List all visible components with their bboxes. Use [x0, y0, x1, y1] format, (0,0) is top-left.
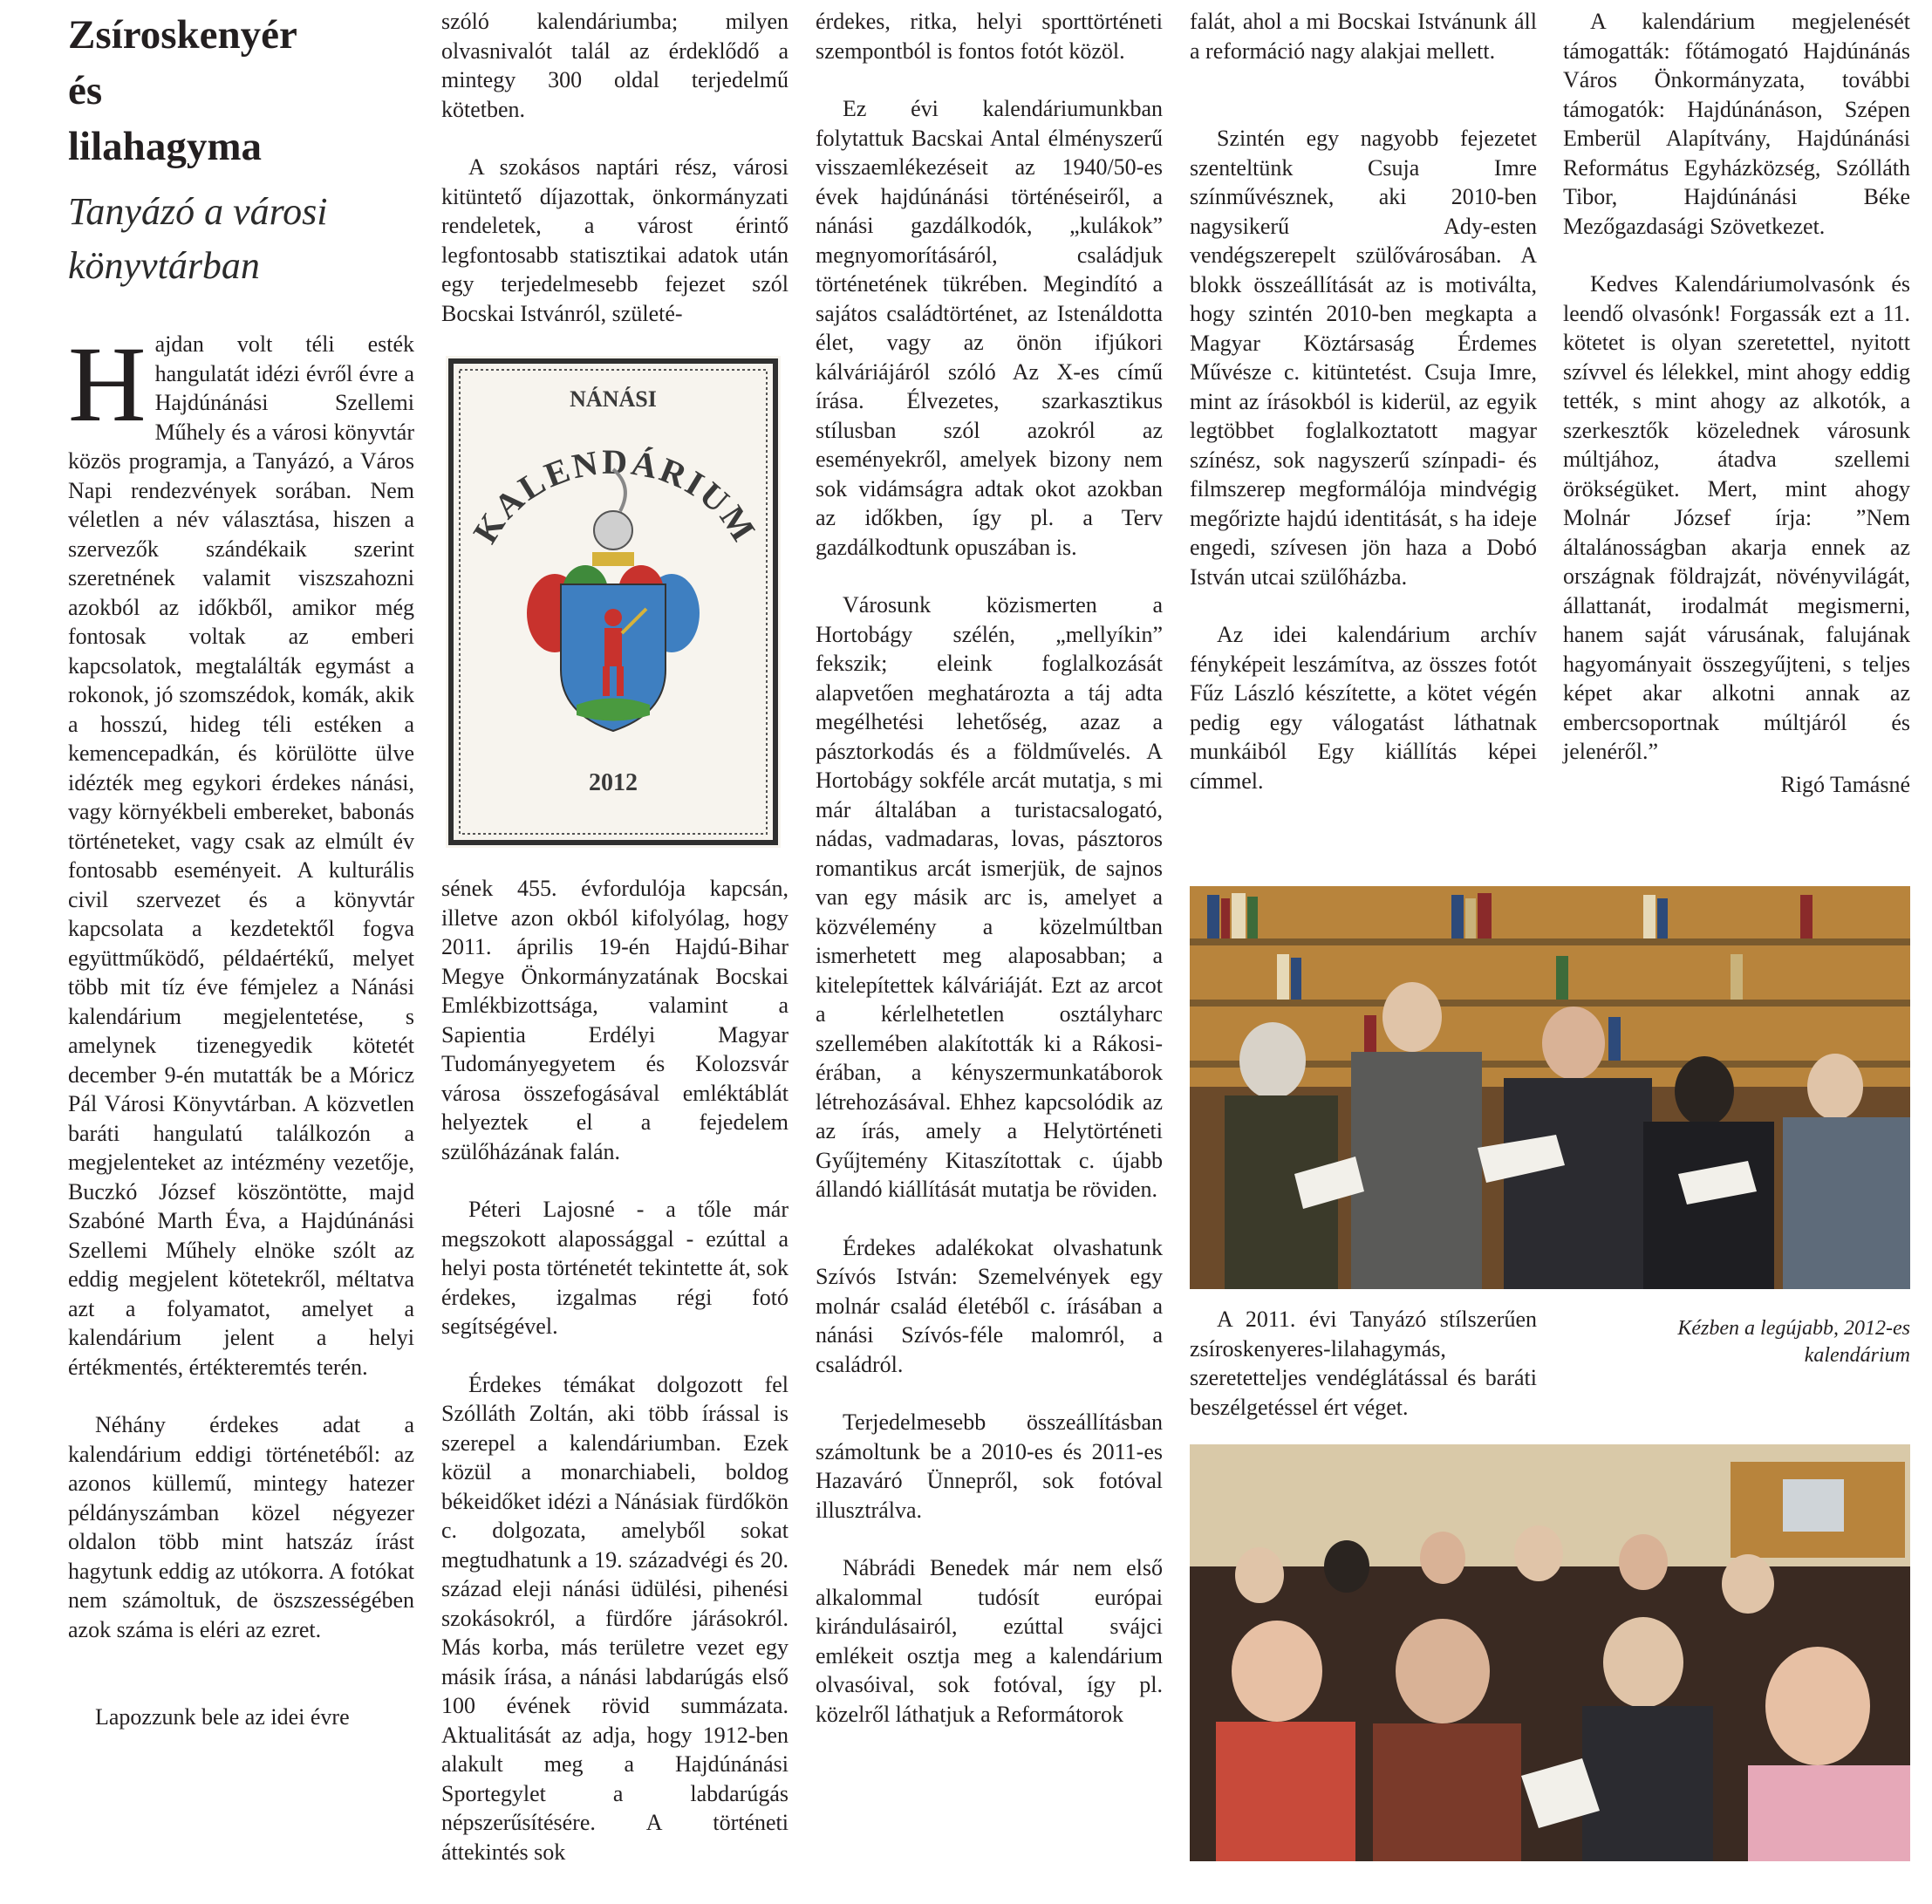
paragraph: Ez évi kalendáriumunkban folytattuk Bacskai Antal élményszerű visszaemlékezéseit az 1940/50-es évek hajdúnánási történéseiről, a nánási gazdálkodók, „kulákok” megnyomorításáról, családjuk történetének tükrében. Megindító a sajátos családtörténet, az Istenáldotta élet, vagy az önön ifjúkori kálváriájáról szóló Az X-es című írása. Élvezetes, szarkasztikus stílusban szól azokról az eseményekről, amelyek bizony nem sok vidámságra adtak okot azokban az időkben, így pl. a Terv gazdálkodtunk opuszában is.: [816, 96, 1163, 560]
caption-right-line-2: kalendárium: [1804, 1344, 1910, 1367]
column-1: [68, 7, 414, 1732]
calendar-top-text: NÁNÁSI: [570, 386, 657, 412]
calendar-year: 2012: [589, 769, 638, 796]
title-line-3: lilahagyma: [68, 124, 262, 169]
article-subtitle: [68, 185, 414, 293]
caption-right-line-1: Kézben a legújabb, 2012-es: [1677, 1317, 1910, 1340]
paragraph: érdekes, ritka, helyi sporttörténeti szempontból is fontos fotót közöl.: [816, 9, 1163, 64]
paragraph: Péteri Lajosné - a tőle már megszokott alapossággal - ezúttal a helyi posta történetét tekintette át, sok érdekes, izgalmas régi fotó segítségével.: [441, 1197, 789, 1339]
caption-row: [1190, 1305, 1910, 1422]
calendar-cover-image: [446, 356, 781, 848]
paragraph: sének 455. évfordulója kapcsán, illetve azon okból kifolyólag, hogy 2011. április 19-én Hajdú-Bihar Megye Önkormányzatának Bocskai Emlékbizottsága, valamint a Sapientia Erdélyi Magyar Tudományegyetem és Kolozsvár városa összefogásával emléktáblát helyeztek el a fejedelem szülőházának falán.: [441, 876, 789, 1164]
intro-paragraph: [68, 324, 414, 1382]
paragraph: Szintén egy nagyobb fejezetet szenteltünk Csuja Imre színművésznek, aki 2010-ben nagysikerű Ady-esten vendégszerepelt szülővárosában. A blokk összeállítását az is motiválta, hogy szintén 2010-ben megkapta a Magyar Köztársaság Érdemes Művésze c. kitüntetést. Csuja Imre, mint az írásokból is kiderül, az egyik legtöbbet foglalkoztatott magyar színész, sok nagyszerű színpadi- és filmszerep megformálója mindvégig megőrizte hajdú identitását, s ha ideje engedi, szívesen jön haza a Dobó István utcai szülőházba.: [1190, 126, 1537, 590]
reading-event-photo-2: [1190, 1444, 1910, 1861]
title-line-2: és: [68, 68, 103, 113]
photo-caption-italic: [1563, 1305, 1910, 1422]
paragraph: Nábrádi Benedek már nem első alkalommal tudósít európai kirándulásairól, ezúttal svájci emlékeit osztja meg a kalendárium olvasóival, sok fotóval, így pl. közelről láthatjuk a Reformátorok: [816, 1555, 1163, 1727]
paragraph: Lapozzunk bele az idei évre: [95, 1704, 350, 1730]
subtitle-line-1: Tanyázó a városi: [68, 190, 328, 233]
paragraph: Terjedelmesebb összeállításban számoltunk be a 2010-es és 2011-es Hazaváró Ünnepről, sok fotóval illusztrálva.: [816, 1409, 1163, 1523]
subtitle-line-2: könyvtárban: [68, 244, 260, 287]
paragraph: Érdekes adalékokat olvashatunk Szívós István: Szemelvények egy molnár család életéből c. írásában a nánási Szívós-féle malomról, a családról.: [816, 1234, 1163, 1377]
paragraph: Érdekes témákat dolgozott fel Szólláth Zoltán, aki több írással is szerepel a kalendáriumban. Ezek közül a monarchiabeli, boldog békeidőket idézi a Nánásiak fürdőkön c. dolgozata, amelyből sokat megtudhatunk a 19. századvégi és 20. század eleji nánási üdülési, pihenési szokásokról, a fürdőre járásokról. Más korba, más területre vezet egy másik írása, a nánási labdarúgás első 100 évének rövid summázata. Aktualitását az adja, hogy 1912-ben alakult meg a Hajdúnánási Sportegylet a labdarúgás népszerűsítésére. A történeti áttekintés sok: [441, 1371, 789, 1865]
paragraph: szóló kalendáriumba; milyen olvasnivalót talál az érdeklődő a mintegy 300 oldal terjedelmű kötetben.: [441, 9, 789, 122]
intro-text: ajdan volt téli esték hangulatát idézi évről évre a Hajdúnánási Szellemi Műhely és a városi könyvtár közös programja, a Tanyázó, a Város Napi rendezvények sorában. Nem véletlen a név választása, hiszen a szervezők szándékaik szerint szeretnének valamit viszszahozni azokból az időkből, amikor még fontosak voltak az emberi kapcsolatok, megtalálták egymást a rokonok, jó szomszédok, komák, akik a hosszú, hideg téli estéken a kemencepadkán, és körülötte ülve idézték meg egykori érdekes nánási, vagy környékbeli embereket, babonás történeteket, vagy csak az elmúlt év fontosabb eseményeit. A kulturális civil szervezet és a könyvtár kapcsolata a kezdetektől fogva együttműködő, példaértékű, melyet több mit tíz éve fémjelez a Nánási kalendárium megjelentetése, s amelynek tizenegyedik kötetét december 9-én mutatták be a Móricz Pál Városi Könyvtárban. A közvetlen baráti hangulatú találkozón a megjelenteket az intézmény vezetője, Buczkó József köszöntötte, majd Szabóné Marth Éva, a Hajdúnánási Szellemi Műhely elnöke szólt az eddig megjelent kötetekről, méltatva azt a folyamatot, amelyet a kalendárium jelent a helyi értékmentés, értékteremtés terén.: [68, 331, 414, 1380]
column-2: [441, 7, 789, 1866]
photo-caption: A 2011. évi Tanyázó stílszerűen zsíroskenyeres-lilahagymás, szeretetteljes vendéglátással és baráti beszélgetéssel ért véget.: [1190, 1307, 1537, 1420]
author-signature: Rigó Tamásné: [1780, 771, 1910, 797]
paragraph: falát, ahol a mi Bocskai Istvánunk áll a reformáció nagy alakjai mellett.: [1190, 9, 1537, 64]
paragraph: Kedves Kalendáriumolvasónk és leendő olvasónk! Forgassák ezt a 11. kötetet is olyan szeretettel, nyitott szívvel és lélekkel, mint ahogy eddig tették, s mint ahogy az alkotók, a szerkesztők közelednek városunk múltjához, átadva szellemi örökségüket. Mert, mint ahogy Molnár József írja: ”Nem általánosságban akarja ennek az országnak földrajzát, növényvilágát, állattanát, irodalmát megismerni, hanem saját várusának, falujának hagyományait összegyűjteni, s teljes képet akar alkotni annak az embercsoportnak múltjáról és jelenéről.”: [1563, 271, 1910, 764]
title-line-1: Zsíroskenyér: [68, 12, 297, 58]
column-4: [1190, 7, 1537, 795]
paragraph: A kalendárium megjelenését támogatták: főtámogató Hajdúnánás Város Önkormányzata, további támogatók: Hajdúnánáson, Szépen Emberül Alapítvány, Hajdúnánási Református Egyházközség, Szólláth Tibor, Hajdúnánási Béke Mezőgazdasági Szövetkezet.: [1563, 9, 1910, 239]
article-title: [68, 7, 414, 174]
column-5: [1563, 7, 1910, 799]
column-3: [816, 7, 1163, 1729]
paragraph: Városunk közismerten a Hortobágy szélén, „mellyíkin” fekszik; eleink foglalkozását alapvetően meghatározta a táj adta megélhetési lehetőség, azaz a pásztorkodás és a földművelés. A Hortobágy sokféle arcát mutatja, s mi már általában a turistacsalogató, nádas, vadmadaras, lovas, pásztoros romantikus arcát ismerjük, de sajnos van egy másik arc is, amelyet a közvélemény a közelmúltban ismerhetett meg alaposabban; a kitelepítettek kálváriáját. Ezt az arcot a kérlelhetetlen osztályharc szellemében alakították ki a Rákosi-érában, a kényszermunkatáborok létrehozásával. Ehhez kapcsolódik az az írás, amely a Helytörténeti Gyűjtemény Kitaszítottak c. újabb állandó kiállítását mutatja be röviden.: [816, 592, 1163, 1202]
calendar-arc-text: KALENDÁRIUM: [465, 441, 765, 550]
reading-event-photo-1: [1190, 886, 1910, 1289]
drop-cap: H: [68, 324, 147, 444]
paragraph: A szokásos naptári rész, városi kitüntető díjazottak, önkormányzati rendeletek, a várost érintő legfontosabb statisztikai adatok után egy terjedelmesebb fejezet szól Bocskai Istvánról, születé-: [441, 154, 789, 326]
paragraph: Az idei kalendárium archív fényképeit leszámítva, az összes fotót Fűz László készítette, a kötet végén pedig egy válogatást láthatnak munkáiból Egy kiállítás képei címmel.: [1190, 622, 1537, 794]
paragraph: Néhány érdekes adat a kalendárium eddigi történetéből: az azonos küllemű, mintegy hatezer példányszámban közel négyezer oldalon több mint hatszáz írást hagytunk eddig az utókorra. A fotókat nem számoltuk, de öszszességében azok száma is eléri az ezret.: [68, 1412, 414, 1642]
photo-block: [1190, 886, 1910, 1861]
